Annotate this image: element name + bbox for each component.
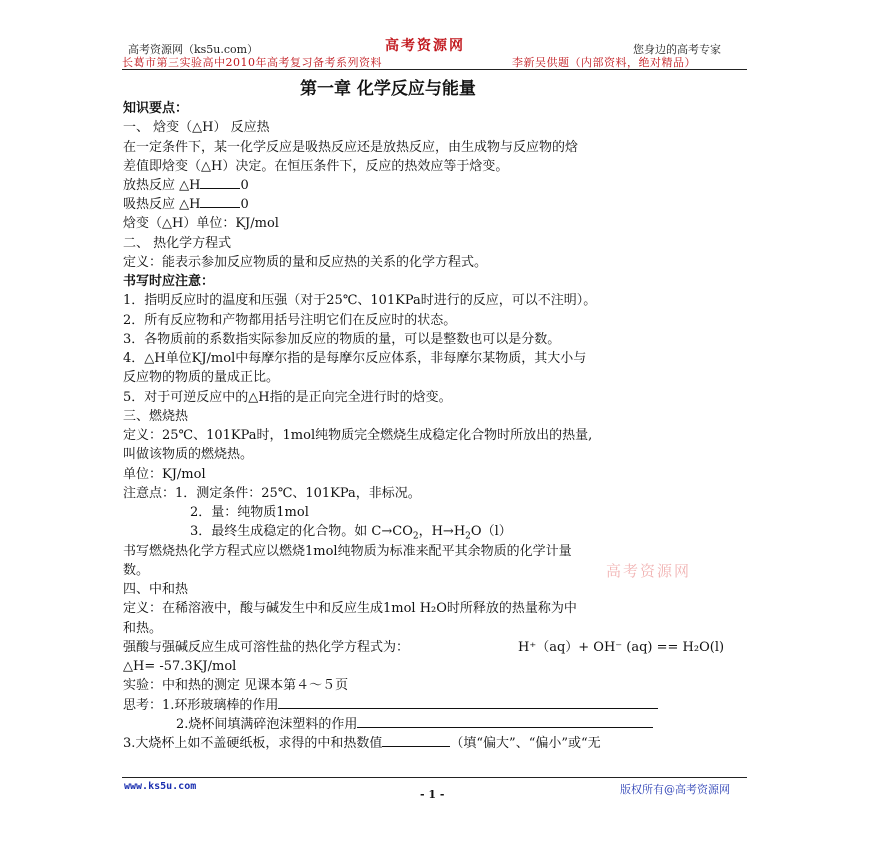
enthalpy-unit-line: 焓变（△H）单位：KJ/mol (123, 216, 279, 231)
section-3-definition-line1: 定义：25℃、101KPa时，1mol纯物质完全燃烧生成稳定化合物时所放出的热量, (123, 428, 593, 443)
section-3-note-1: 注意点：1．测定条件：25℃、101KPa，非标况。 (123, 486, 421, 501)
think-1-text: 思考：1.环形玻璃棒的作用 (123, 698, 279, 713)
page-title: 第一章 化学反应与能量 (300, 79, 476, 99)
knowledge-heading: 知识要点： (123, 101, 189, 116)
think-3-line (123, 734, 601, 753)
section-2-definition: 定义：能表示参加反应物质的量和反应热的关系的化学方程式。 (123, 255, 488, 270)
section-3-para-line2: 数。 (123, 563, 150, 578)
section-4-definition-line1: 定义：在稀溶液中，酸与碱发生中和反应生成1mol H₂O时所释放的热量称为中 (123, 601, 577, 616)
header-site-left: 高考资源网（ks5u.com） (128, 43, 259, 56)
footer-copyright: 版权所有@高考资源网 (620, 783, 730, 796)
neutralization-delta-h: △H= -57.3KJ/mol (123, 659, 237, 674)
section-3-heading: 三、燃烧热 (123, 409, 189, 424)
think-3-text-a: 3.大烧杯上如不盖硬纸板，求得的中和热数值 (123, 736, 383, 751)
exothermic-line (123, 176, 249, 195)
note-1: 1．指明反应时的温度和压强（对于25℃、101KPa时进行的反应，可以不注明）。 (123, 293, 597, 308)
header-rule (122, 69, 747, 70)
think-2-blank (357, 715, 653, 728)
note-3-text-c: O（l） (470, 524, 512, 539)
note-3: 3．各物质前的系数指实际参加反应的物质的量，可以是整数也可以是分数。 (123, 332, 561, 347)
endothermic-line (123, 195, 249, 214)
section-1-heading: 一、 焓变（△H） 反应热 (123, 120, 270, 135)
note-5: 5．对于可逆反应中的△H指的是正向完全进行时的焓变。 (123, 390, 452, 405)
think-3-text-b: （填“偏大”、“偏小”或“无 (450, 736, 601, 751)
section-3-para-line1: 书写燃烧热化学方程式应以燃烧1mol纯物质为标准来配平其余物质的化学计量 (123, 544, 572, 559)
header-series-right: 李新吴供题（内部资料，绝对精品） (512, 56, 696, 69)
section-3-unit: 单位：KJ/mol (123, 467, 206, 482)
section-1-para-line1: 在一定条件下，某一化学反应是吸热反应还是放热反应，由生成物与反应物的焓 (123, 140, 579, 155)
think-1-blank (278, 696, 658, 709)
section-4-heading: 四、中和热 (123, 582, 189, 597)
exothermic-label: 放热反应 △H (123, 178, 201, 193)
footer-url[interactable]: www.ks5u.com (124, 781, 197, 792)
header-series-left: 长葛市第三实验高中2010年高考复习备考系列资料 (122, 56, 382, 69)
header-slogan: 您身边的高考专家 (633, 43, 721, 56)
think-2-line (176, 715, 653, 734)
section-4-definition-line2: 和热。 (123, 621, 163, 636)
section-1-para-line2: 差值即焓变（△H）决定。在恒压条件下，反应的热效应等于焓变。 (123, 159, 509, 174)
endothermic-value: 0 (240, 197, 249, 212)
watermark-text: 高考资源网 (606, 562, 692, 580)
exothermic-blank (200, 176, 240, 189)
section-3-note-2: 2．量：纯物质1mol (190, 505, 309, 520)
exothermic-value: 0 (240, 178, 249, 193)
note-4-line2: 反应物的物质的量成正比。 (123, 370, 280, 385)
section-2-heading: 二、 热化学方程式 (123, 236, 232, 251)
think-3-blank (382, 734, 450, 747)
note-4-line1: 4．△H单位KJ/mol中每摩尔指的是每摩尔反应体系，非每摩尔某物质，其大小与 (123, 351, 587, 366)
think-2-text: 2.烧杯间填满碎泡沫塑料的作用 (176, 717, 358, 732)
page-number: - 1 - (420, 788, 445, 801)
section-3-note-3: 3．最终生成稳定的化合物。如 $C\to CO_2$，$H\to H_2O(l)$ (190, 524, 512, 542)
think-1-line (123, 696, 658, 715)
endothermic-label: 吸热反应 △H (123, 197, 201, 212)
note-3-text-b: ，H→H (418, 524, 466, 539)
notes-heading: 书写时应注意： (123, 274, 215, 289)
neutralization-equation: H⁺（aq）+ OH⁻ (aq) == H₂O(l) (518, 640, 725, 655)
experiment-line: 实验：中和热的测定 见课本第４～５页 (123, 678, 349, 693)
endothermic-blank (200, 195, 240, 208)
note-3-text-a: 3．最终生成稳定的化合物。如 C→CO (190, 524, 413, 539)
header-brand-logo: 高考资源网 (385, 38, 465, 54)
note-2: 2．所有反应物和产物都用括号注明它们在反应时的状态。 (123, 313, 457, 328)
section-3-definition-line2: 叫做该物质的燃烧热。 (123, 447, 254, 462)
section-4-equation-text: 强酸与强碱反应生成可溶性盐的热化学方程式为： (123, 640, 410, 655)
footer-rule (122, 777, 747, 778)
